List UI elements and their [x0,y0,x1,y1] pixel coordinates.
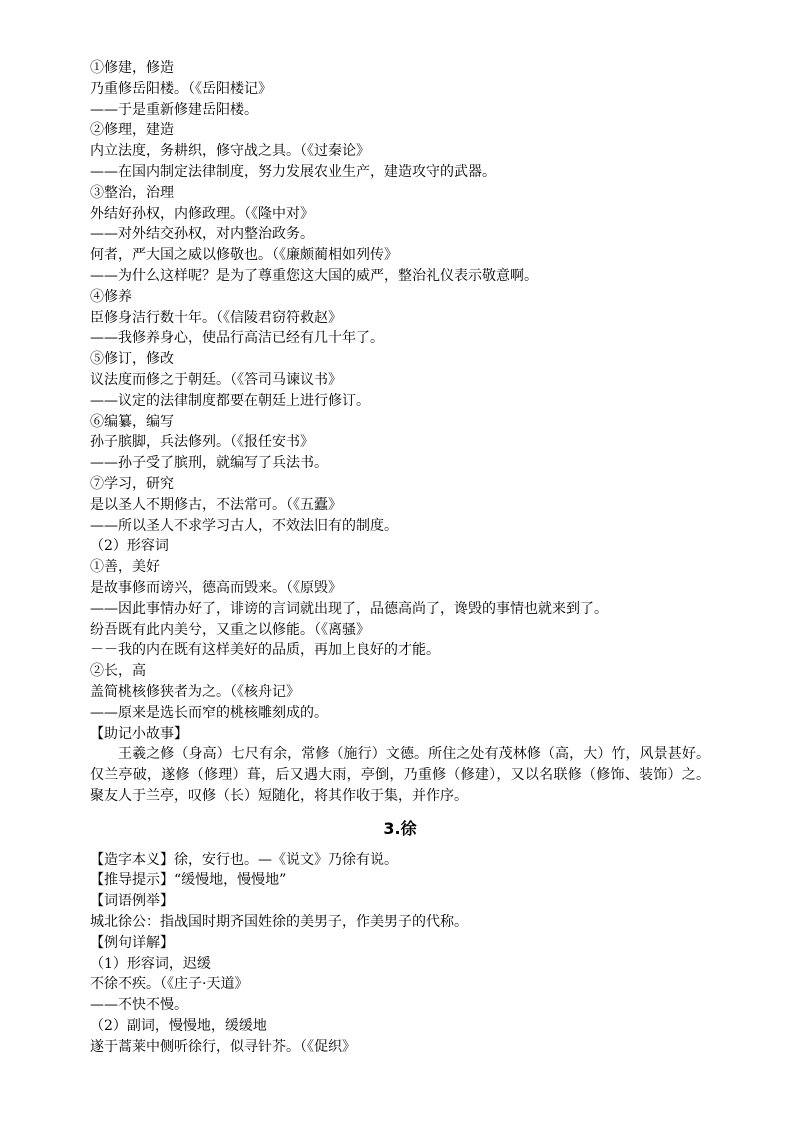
text-line: ②长，高 [90,663,146,680]
story-paragraph: 王羲之修（身高）七尺有余，常修（施行）文德。所住之处有茂林修（高，大）竹，风景甚好。仅兰亭破，遂修（修理）葺，后又遇大雨，亭倒，乃重修（修建），又以名联修（修饰、装饰）之。聚友人于兰亭，叹修（长）短随化，将其作收于集，并作序。 [90,746,710,804]
text-line: ——所以圣人不求学习古人，不效法旧有的制度。 [90,517,398,534]
text-line: 是故事修而谤兴，德高而毁来。（《原毁》 [90,579,342,596]
text-line: 外结好孙权，内修政理。（《隆中对》 [90,205,314,222]
text-line: 臣修身洁行数十年。（《信陵君窃符救赵》 [90,309,342,326]
text-line: ——不快不慢。 [90,997,188,1014]
text-line: ——议定的法律制度都要在朝廷上进行修订。 [90,392,370,409]
text-line: 乃重修岳阳楼。（《岳阳楼记》 [90,80,272,97]
text-line: ——我修养身心，使品行高洁已经有几十年了。 [90,330,384,347]
text-line: ——于是重新修建岳阳楼。 [90,101,258,118]
text-line: ⑥编纂，编写 [90,413,174,430]
text-line: 内立法度，务耕织，修守战之具。（《过秦论》 [90,143,370,160]
text-line: ——因此事情办好了，诽谤的言词就出现了，品德高尚了，谗毁的事情也就来到了。 [90,600,608,617]
text-line: 【推导提示】“缓慢地，慢慢地” [90,872,287,889]
text-line: 【助记小故事】 [90,725,188,742]
entry-xu [90,850,710,1058]
text-line: ③整治，治理 [90,184,174,201]
text-line: 议法度而修之于朝廷。（《答司马谏议书》 [90,371,342,388]
entry-xiu-continued [90,58,710,744]
text-line: 何者，严大国之威以修敬也。（《廉颇蔺相如列传》 [90,247,398,264]
text-line: （1）形容词，迟缓 [90,955,211,972]
text-line: 【例句详解】 [90,934,174,951]
text-line: （2）副词，慢慢地，缓缓地 [90,1018,267,1035]
text-line: ⑤修订，修改 [90,351,174,368]
text-line: 是以圣人不期修古，不法常可。（《五蠹》 [90,496,342,513]
text-line: 【造字本义】徐，安行也。—《说文》乃徐有说。 [90,851,398,868]
text-line: ④修养 [90,288,132,305]
text-line: ——孙子受了膑刑，就编写了兵法书。 [90,455,328,472]
text-line: ①修建，修造 [90,60,174,76]
text-line: 【词语例举】 [90,893,174,910]
text-line: ②修理，建造 [90,122,174,139]
text-line: 不徐不疾。（《庄子·天道》 [90,976,249,993]
text-line: 城北徐公：指战国时期齐国姓徐的美男子，作美男子的代称。 [90,914,468,931]
text-line: ——原来是选长而窄的桃核雕刻成的。 [90,704,328,721]
text-line: ——在国内制定法律制度，努力发展农业生产，建造攻守的武器。 [90,163,496,180]
text-line: （2）形容词 [90,538,169,555]
text-line: ①善，美好 [90,559,160,576]
text-line: ——对外结交孙权，对内整治政务。 [90,226,314,243]
text-line: ⑦学习，研究 [90,475,174,492]
document-page [90,58,710,1058]
text-line: 孙子膑脚，兵法修列。（《报任安书》 [90,434,314,451]
text-line: ——为什么这样呢？是为了尊重您这大国的威严，整治礼仪表示敬意啊。 [90,267,538,284]
text-line: －－我的内在既有这样美好的品质，再加上良好的才能。 [90,642,440,659]
section-heading: 3.徐 [383,818,417,838]
text-line: 遂于蒿莱中侧听徐行，似寻针芥。（《促织》 [90,1038,356,1055]
text-line: 纷吾既有此内美兮，又重之以修能。（《离骚》 [90,621,370,638]
text-line: 盖简桃核修狭者为之。（《核舟记》 [90,683,300,700]
